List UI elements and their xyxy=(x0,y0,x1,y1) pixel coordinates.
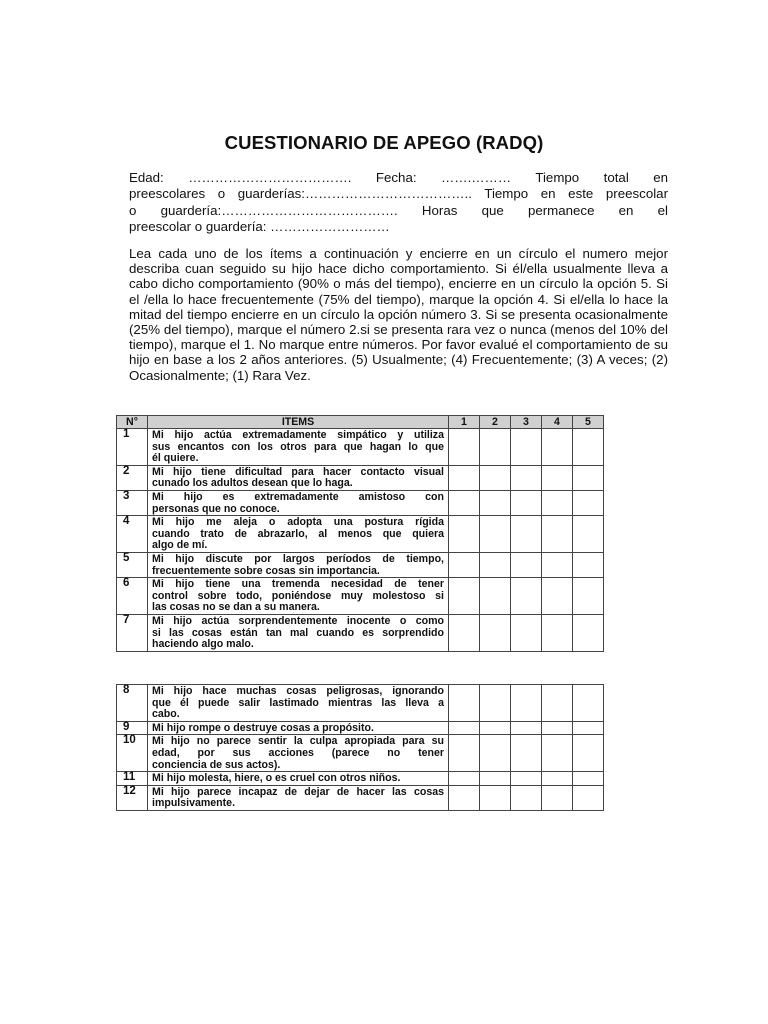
table-row xyxy=(117,735,604,772)
answer-cell-option-3[interactable] xyxy=(511,721,542,735)
header-option-1: 1 xyxy=(449,416,480,429)
item-text-line: conciencia de sus actos). xyxy=(152,758,281,771)
answer-cell-option-1[interactable] xyxy=(449,578,480,615)
table-row xyxy=(117,578,604,615)
answer-cell-option-5[interactable] xyxy=(573,552,604,577)
answer-cell-option-1[interactable] xyxy=(449,614,480,651)
answer-cell-option-1[interactable] xyxy=(449,429,480,466)
item-text xyxy=(148,490,449,515)
item-text-line: control sobre todo, poniéndose muy molestoso si xyxy=(152,589,444,602)
table-row xyxy=(117,429,604,466)
item-text-line: algo de mí. xyxy=(152,539,208,552)
item-text-line: Mi hijo parece incapaz de dejar de hacer las cosas xyxy=(152,785,444,798)
table-row xyxy=(117,516,604,553)
table-row xyxy=(117,614,604,651)
item-text xyxy=(148,721,449,735)
item-text-line: personas que no conoce. xyxy=(152,502,280,515)
item-text-line: Mi hijo actúa extremadamente simpático y utiliza xyxy=(152,429,444,441)
answer-cell-option-3[interactable] xyxy=(511,465,542,490)
answer-cell-option-3[interactable] xyxy=(511,552,542,577)
answer-cell-option-5[interactable] xyxy=(573,772,604,786)
answer-cell-option-2[interactable] xyxy=(480,721,511,735)
answer-cell-option-1[interactable] xyxy=(449,465,480,490)
answer-cell-option-5[interactable] xyxy=(573,721,604,735)
table-row xyxy=(117,721,604,735)
item-text xyxy=(148,516,449,553)
answer-cell-option-1[interactable] xyxy=(449,772,480,786)
item-text-line: las cosas no se dan a su manera. xyxy=(152,601,320,614)
item-number: 1 xyxy=(117,429,148,466)
item-text-line: Mi hijo tiene una tremenda necesidad de tener xyxy=(152,578,444,591)
item-number: 12 xyxy=(117,785,148,810)
answer-cell-option-5[interactable] xyxy=(573,429,604,466)
form-line-daycare: preescolar o guardería: ……………………… xyxy=(129,219,390,235)
answer-cell-option-3[interactable] xyxy=(511,429,542,466)
item-number: 3 xyxy=(117,490,148,515)
table-row xyxy=(117,552,604,577)
item-text-line: Mi hijo no parece sentir la culpa apropiada para su xyxy=(152,735,444,748)
answer-cell-option-5[interactable] xyxy=(573,516,604,553)
item-text xyxy=(148,735,449,772)
item-text-line: que él puede salir lastimado mientras las lleva a xyxy=(152,696,444,709)
answer-cell-option-2[interactable] xyxy=(480,685,511,722)
table-row xyxy=(117,685,604,722)
header-option-2: 2 xyxy=(480,416,511,429)
item-text-line: Mi hijo rompe o destruye cosas a propósito. xyxy=(152,721,374,734)
item-text-line: haciendo algo malo. xyxy=(152,638,254,651)
answer-cell-option-1[interactable] xyxy=(449,490,480,515)
answer-cell-option-5[interactable] xyxy=(573,490,604,515)
answer-cell-option-4[interactable] xyxy=(542,685,573,722)
item-text-line: cabo. xyxy=(152,708,180,721)
form-line-age-date: Edad: ………………………………. Fecha: …….……… Tiempo total en xyxy=(129,170,668,185)
item-text-line: Mi hijo tiene dificultad para hacer contacto visual xyxy=(152,465,444,478)
answer-cell-option-2[interactable] xyxy=(480,490,511,515)
item-number: 9 xyxy=(117,721,148,735)
item-text-line: Mi hijo actúa sorprendentemente inocente o como xyxy=(152,614,444,627)
item-text-line: cuando trato de abrazarlo, al menos que quiera xyxy=(152,527,444,540)
answer-cell-option-1[interactable] xyxy=(449,735,480,772)
form-line-daycare-hours: o guardería:…………………………………. Horas que permanece en el xyxy=(129,202,668,218)
answer-cell-option-3[interactable] xyxy=(511,772,542,786)
answer-cell-option-5[interactable] xyxy=(573,685,604,722)
item-text-line: cunado los adultos desean que lo haga. xyxy=(152,477,353,490)
answer-cell-option-2[interactable] xyxy=(480,429,511,466)
item-text-line: Mi hijo me aleja o adopta una postura rígida xyxy=(152,516,444,529)
answer-cell-option-5[interactable] xyxy=(573,735,604,772)
header-items: ITEMS xyxy=(148,416,449,429)
item-number: 7 xyxy=(117,614,148,651)
item-text-line: edad, por sus acciones (parece no tener xyxy=(152,746,444,759)
answer-cell-option-5[interactable] xyxy=(573,578,604,615)
header-number: N° xyxy=(117,416,148,429)
answer-cell-option-4[interactable] xyxy=(542,735,573,772)
header-option-4: 4 xyxy=(542,416,573,429)
answer-cell-option-3[interactable] xyxy=(511,785,542,810)
table-header-row xyxy=(117,416,604,429)
answer-cell-option-4[interactable] xyxy=(542,785,573,810)
answer-cell-option-4[interactable] xyxy=(542,721,573,735)
header-option-5: 5 xyxy=(573,416,604,429)
answer-cell-option-3[interactable] xyxy=(511,685,542,722)
instructions-paragraph: Lea cada uno de los ítems a continuación y encierre en un círculo el numero mejor describa cuan seguido su hijo hace dicho comportamiento. Si él/ella usualmente lleva a cabo dicho comportamiento (90% o más del tiempo), encierre en un círculo la opción 5. Si el /ella lo hace frecuentemente (75% del tiempo), marque la opción 4. Si el/ella lo hace la mitad del tiempo encierre en un círculo la opción número 3. Si se presenta ocasionalmente (25% del tiempo), marque el número 2.si se presenta rara vez o nunca (menos del 10% del tiempo), marque el 1. No marque entre números. Por favor evalué el comportamiento de su hijo en base a los 2 años anteriores. (5) Usualmente; (4) Frecuentemente; (3) A veces; (2) Ocasionalmente; (1) Rara Vez. xyxy=(129,246,668,383)
item-text xyxy=(148,685,449,722)
answer-cell-option-1[interactable] xyxy=(449,516,480,553)
answer-cell-option-1[interactable] xyxy=(449,785,480,810)
item-number: 10 xyxy=(117,735,148,772)
answer-cell-option-2[interactable] xyxy=(480,785,511,810)
answer-cell-option-2[interactable] xyxy=(480,552,511,577)
item-text-line: Mi hijo es extremadamente amistoso con xyxy=(152,490,444,503)
answer-cell-option-4[interactable] xyxy=(542,772,573,786)
item-text-line: sus encantos con los otros para que hagan lo que xyxy=(152,440,444,453)
answer-cell-option-2[interactable] xyxy=(480,578,511,615)
item-text-line: si las cosas están tan mal cuando es sorprendido xyxy=(152,626,444,639)
answer-cell-option-5[interactable] xyxy=(573,785,604,810)
item-number: 11 xyxy=(117,772,148,786)
answer-cell-option-3[interactable] xyxy=(511,735,542,772)
respondent-info-fields xyxy=(129,170,668,236)
item-text xyxy=(148,772,449,786)
form-line-preschool: preescolares o guarderías:……………………………….. Tiempo en este preescolar xyxy=(129,186,668,202)
item-number: 5 xyxy=(117,552,148,577)
answer-cell-option-4[interactable] xyxy=(542,465,573,490)
answer-cell-option-2[interactable] xyxy=(480,772,511,786)
item-text xyxy=(148,429,449,466)
item-text xyxy=(148,785,449,810)
item-text-line: Mi hijo discute por largos períodos de tiempo, xyxy=(152,552,444,565)
item-text-line: Mi hijo hace muchas cosas peligrosas, ignorando xyxy=(152,685,444,697)
item-number: 8 xyxy=(117,685,148,722)
item-number: 6 xyxy=(117,578,148,615)
page-title: CUESTIONARIO DE APEGO (RADQ) xyxy=(224,132,544,153)
item-text-line: él quiere. xyxy=(152,452,199,465)
item-text xyxy=(148,552,449,577)
item-text-line: frecuentemente sobre cosas sin importancia. xyxy=(152,564,380,577)
items-table-part2 xyxy=(116,684,604,811)
answer-cell-option-1[interactable] xyxy=(449,721,480,735)
answer-cell-option-2[interactable] xyxy=(480,465,511,490)
answer-cell-option-3[interactable] xyxy=(511,614,542,651)
item-text xyxy=(148,614,449,651)
item-text xyxy=(148,578,449,615)
answer-cell-option-5[interactable] xyxy=(573,614,604,651)
answer-cell-option-4[interactable] xyxy=(542,552,573,577)
answer-cell-option-2[interactable] xyxy=(480,614,511,651)
items-table-part1 xyxy=(116,415,604,652)
table-row xyxy=(117,785,604,810)
item-text xyxy=(148,465,449,490)
item-number: 4 xyxy=(117,516,148,553)
answer-cell-option-4[interactable] xyxy=(542,614,573,651)
answer-cell-option-1[interactable] xyxy=(449,685,480,722)
answer-cell-option-4[interactable] xyxy=(542,429,573,466)
answer-cell-option-4[interactable] xyxy=(542,490,573,515)
answer-cell-option-3[interactable] xyxy=(511,516,542,553)
header-option-3: 3 xyxy=(511,416,542,429)
table-row xyxy=(117,465,604,490)
table-row xyxy=(117,772,604,786)
item-number: 2 xyxy=(117,465,148,490)
item-text-line: Mi hijo molesta, hiere, o es cruel con otros niños. xyxy=(152,772,401,785)
answer-cell-option-2[interactable] xyxy=(480,516,511,553)
answer-cell-option-4[interactable] xyxy=(542,516,573,553)
answer-cell-option-1[interactable] xyxy=(449,552,480,577)
item-text-line: impulsivamente. xyxy=(152,797,236,810)
answer-cell-option-3[interactable] xyxy=(511,490,542,515)
answer-cell-option-3[interactable] xyxy=(511,578,542,615)
table-row xyxy=(117,490,604,515)
answer-cell-option-4[interactable] xyxy=(542,578,573,615)
answer-cell-option-5[interactable] xyxy=(573,465,604,490)
answer-cell-option-2[interactable] xyxy=(480,735,511,772)
